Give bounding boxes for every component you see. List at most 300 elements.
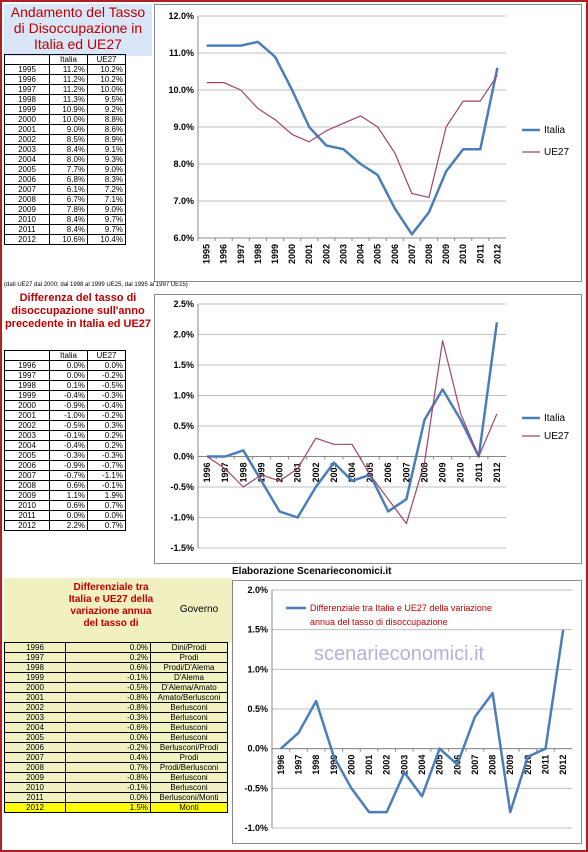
government-cell: Berlusconi [151, 773, 228, 783]
x-tick-label: 2005 [434, 754, 445, 775]
italia-cell: 0.6% [50, 501, 88, 511]
table-row [5, 125, 126, 135]
y-tick-label: 2.5% [173, 299, 194, 309]
ue27-cell: 0.0% [88, 361, 126, 371]
x-tick-label: 2011 [475, 244, 486, 264]
ue27-cell: 9.1% [88, 145, 126, 155]
year-cell: 2004 [5, 723, 66, 733]
italia-cell: -0.3% [50, 451, 88, 461]
x-tick-label: 1998 [252, 244, 263, 265]
table-row [5, 803, 228, 813]
year-cell: 2003 [5, 145, 50, 155]
table-row [5, 95, 126, 105]
section2-title: Differenza del tasso di disoccupazione sull'anno precedente in Italia ed UE27 [4, 292, 152, 348]
y-tick-label: 0.5% [173, 421, 194, 431]
italia-cell: 11.3% [50, 95, 88, 105]
italia-cell: 0.0% [50, 371, 88, 381]
x-tick-label: 2007 [406, 244, 417, 265]
table-row [5, 693, 228, 703]
year-cell: 2002 [5, 135, 50, 145]
italia-cell: -0.9% [50, 461, 88, 471]
table-row [5, 753, 228, 763]
government-cell: Berlusconi [151, 713, 228, 723]
italia-cell: -0.4% [50, 441, 88, 451]
x-tick-label: 2007 [401, 462, 412, 483]
year-cell: 2002 [5, 703, 66, 713]
table-row [5, 175, 126, 185]
y-tick-label: 0.0% [247, 743, 268, 754]
ue27-cell: 9.3% [88, 155, 126, 165]
table-row [5, 421, 126, 431]
ue27-cell: -0.2% [88, 371, 126, 381]
differential-cell: 0.2% [66, 653, 151, 663]
table-row [5, 643, 228, 653]
table-row [5, 663, 228, 673]
table-row [5, 155, 126, 165]
table-row [5, 653, 228, 663]
year-cell: 2009 [5, 205, 50, 215]
ue27-cell: 8.8% [88, 115, 126, 125]
year-cell: 1996 [5, 643, 66, 653]
x-tick-label: 1999 [328, 754, 339, 775]
y-tick-label: -0.5% [244, 783, 268, 794]
x-tick-label: 2002 [321, 244, 332, 265]
table-row [5, 215, 126, 225]
year-cell: 2012 [5, 235, 50, 245]
italia-cell: 10.0% [50, 115, 88, 125]
ue27-cell: 9.0% [88, 165, 126, 175]
government-cell: Prodi [151, 753, 228, 763]
table-row [5, 371, 126, 381]
ue27-cell: 0.0% [88, 511, 126, 521]
x-tick-label: 2008 [424, 244, 434, 265]
differential-cell: 0.0% [66, 733, 151, 743]
table-row [5, 235, 126, 245]
year-cell: 2009 [5, 491, 50, 501]
italia-cell: 0.0% [50, 511, 88, 521]
table-row [5, 441, 126, 451]
italia-cell: 2.2% [50, 521, 88, 531]
x-tick-label: 2005 [365, 462, 376, 483]
year-cell: 2005 [5, 451, 50, 461]
year-cell: 1996 [5, 361, 50, 371]
differential-cell: 0.4% [66, 753, 151, 763]
ue27-cell: 0.2% [88, 441, 126, 451]
x-tick-label: 2010 [455, 462, 466, 483]
year-cell: 2001 [5, 693, 66, 703]
year-cell: 2006 [5, 743, 66, 753]
table-row [5, 733, 228, 743]
year-cell: 2008 [5, 763, 66, 773]
differential-cell: 0.0% [66, 643, 151, 653]
x-tick-label: 1999 [256, 462, 267, 483]
x-tick-label: 2003 [338, 244, 349, 265]
government-cell: Amato/Berlusconi [151, 693, 228, 703]
year-cell: 1999 [5, 391, 50, 401]
table-row [5, 65, 126, 75]
ue27-cell: -0.5% [88, 381, 126, 391]
table-row [5, 135, 126, 145]
year-cell: 2004 [5, 441, 50, 451]
x-tick-label: 2003 [328, 462, 339, 483]
x-tick-label: 1997 [235, 244, 246, 265]
ue27-cell: 7.2% [88, 185, 126, 195]
year-cell: 2008 [5, 195, 50, 205]
ue27-cell: 10.2% [88, 65, 126, 75]
year-cell: 1998 [5, 381, 50, 391]
x-tick-label: 2009 [437, 462, 448, 483]
differential-cell: -0.8% [66, 773, 151, 783]
x-tick-label: 2007 [469, 754, 480, 775]
legend-label: UE27 [544, 431, 570, 442]
x-tick-label: 2012 [491, 462, 502, 483]
x-tick-label: 2010 [522, 754, 533, 775]
table-row [5, 773, 228, 783]
ue27-cell: 7.1% [88, 195, 126, 205]
y-tick-label: 8.0% [173, 159, 194, 169]
ue27-cell: -0.2% [88, 411, 126, 421]
x-tick-label: 2006 [389, 244, 400, 265]
table-row [5, 703, 228, 713]
table-row [5, 205, 126, 215]
y-tick-label: 12.0% [168, 11, 194, 21]
y-tick-label: 11.0% [168, 48, 194, 58]
italia-cell: 7.7% [50, 165, 88, 175]
legend-label: UE27 [544, 147, 570, 158]
x-tick-label: 2006 [383, 462, 394, 483]
ue27-cell: 8.9% [88, 135, 126, 145]
year-cell: 2006 [5, 175, 50, 185]
difference-table [4, 350, 126, 531]
x-tick-label: 1998 [238, 462, 249, 483]
y-tick-label: 7.0% [173, 196, 194, 206]
year-cell: 2011 [5, 793, 66, 803]
table-row [5, 85, 126, 95]
year-cell: 1997 [5, 85, 50, 95]
table-row [5, 763, 228, 773]
x-tick-label: 2004 [417, 754, 427, 775]
legend-label: Italia [544, 413, 566, 424]
year-cell: 2012 [5, 521, 50, 531]
italia-cell: 8.0% [50, 155, 88, 165]
x-tick-label: 2004 [347, 462, 357, 483]
section1-title: Andamento del Tasso di Disoccupazione in Italia ed UE27 [4, 4, 152, 56]
ue27-cell: 8.6% [88, 125, 126, 135]
government-cell: Berlusconi/Prodi [151, 743, 228, 753]
differential-cell: 1.5% [66, 803, 151, 813]
year-cell: 2003 [5, 713, 66, 723]
ue27-cell: 0.2% [88, 431, 126, 441]
table-row [5, 471, 126, 481]
year-cell: 2008 [5, 481, 50, 491]
x-tick-label: 2002 [310, 462, 321, 483]
italia-cell: 6.7% [50, 195, 88, 205]
year-cell: 2007 [5, 471, 50, 481]
ue27-cell: -0.3% [88, 391, 126, 401]
ue27-cell: 9.5% [88, 95, 126, 105]
italia-cell: -0.4% [50, 391, 88, 401]
italia-cell: 8.4% [50, 145, 88, 155]
italia-cell: -0.1% [50, 431, 88, 441]
ue27-cell: 0.7% [88, 501, 126, 511]
x-tick-label: 2004 [355, 244, 366, 265]
italia-cell: 10.9% [50, 105, 88, 115]
italia-cell: -1.0% [50, 411, 88, 421]
ue27-cell: 9.7% [88, 225, 126, 235]
table-row [5, 521, 126, 531]
year-cell: 2007 [5, 753, 66, 763]
government-cell: D'Alema [151, 673, 228, 683]
differential-cell: -0.5% [66, 683, 151, 693]
table-row [5, 481, 126, 491]
table-row [5, 673, 228, 683]
table-row [5, 723, 228, 733]
year-cell: 2000 [5, 683, 66, 693]
differential-cell: -0.6% [66, 723, 151, 733]
y-tick-label: 9.0% [173, 122, 194, 132]
x-tick-label: 1996 [275, 754, 286, 775]
y-tick-label: 6.0% [173, 233, 194, 243]
x-tick-label: 2000 [274, 462, 285, 483]
italia-cell: -0.5% [50, 421, 88, 431]
y-tick-label: -1.5% [170, 543, 194, 553]
table-row [5, 115, 126, 125]
x-tick-label: 2001 [292, 462, 303, 483]
differential-cell: -0.8% [66, 703, 151, 713]
government-cell: Monti [151, 803, 228, 813]
x-tick-label: 2002 [381, 754, 392, 775]
government-cell: Berlusconi [151, 703, 228, 713]
year-cell: 2004 [5, 155, 50, 165]
year-cell: 2011 [5, 511, 50, 521]
year-cell: 2012 [5, 803, 66, 813]
table-row [5, 511, 126, 521]
table-row [5, 491, 126, 501]
y-tick-label: 1.5% [173, 360, 194, 370]
table-row [5, 361, 126, 371]
data-note: (dati UE27 dal 2000; dal 1998 al 1999 UE25, dal 1995 al 1997 UE15) [4, 282, 188, 288]
x-tick-label: 2001 [364, 754, 375, 775]
table-row [5, 185, 126, 195]
table-header-ue27: UE27 [88, 55, 126, 65]
x-tick-label: 2011 [540, 754, 551, 775]
legend-label: Differenziale tra Italia e UE27 della variazione [310, 603, 492, 613]
x-tick-label: 2010 [458, 244, 469, 265]
table-row [5, 743, 228, 753]
government-cell: Berlusconi [151, 723, 228, 733]
x-tick-label: 2008 [487, 754, 498, 775]
x-tick-label: 1995 [201, 244, 212, 265]
year-cell: 1998 [5, 663, 66, 673]
table-header-year [5, 55, 50, 65]
italia-cell: 9.0% [50, 125, 88, 135]
government-cell: Prodi/Berlusconi [151, 763, 228, 773]
unemployment-chart [154, 4, 582, 282]
italia-cell: 8.4% [50, 215, 88, 225]
y-tick-label: -1.0% [170, 512, 194, 523]
ue27-cell: -0.3% [88, 451, 126, 461]
x-tick-label: 2008 [419, 462, 430, 483]
table-header-italia: Italia [50, 55, 88, 65]
year-cell: 1996 [5, 75, 50, 85]
italia-cell: 6.1% [50, 185, 88, 195]
italia-cell: 0.6% [50, 481, 88, 491]
ue27-cell: -1.1% [88, 471, 126, 481]
year-cell: 2000 [5, 115, 50, 125]
table-row [5, 145, 126, 155]
ue27-cell: 9.2% [88, 105, 126, 115]
government-cell: D'Alema/Amato [151, 683, 228, 693]
y-tick-label: 0.0% [173, 451, 194, 462]
italia-cell: 1.1% [50, 491, 88, 501]
year-cell: 1995 [5, 65, 50, 75]
differential-cell: 0.7% [66, 763, 151, 773]
watermark: scenarieconomici.it [314, 643, 485, 665]
year-cell: 2010 [5, 215, 50, 225]
year-cell: 1998 [5, 95, 50, 105]
table-row [5, 793, 228, 803]
year-cell: 2010 [5, 783, 66, 793]
header-differential: Differenziale tra Italia e UE27 della variazione annua del tasso di [68, 582, 154, 629]
table-row [5, 381, 126, 391]
ue27-cell: -0.7% [88, 461, 126, 471]
table-row [5, 391, 126, 401]
italia-cell: 11.2% [50, 75, 88, 85]
y-tick-label: 2.0% [247, 585, 268, 595]
x-tick-label: 1997 [293, 754, 304, 775]
x-tick-label: 1997 [220, 462, 231, 483]
y-tick-label: 10.0% [168, 85, 194, 95]
government-cell: Berlusconi/Monti [151, 793, 228, 803]
italia-cell: 11.2% [50, 85, 88, 95]
ue27-cell: 9.7% [88, 215, 126, 225]
year-cell: 1999 [5, 673, 66, 683]
differential-cell: 0.6% [66, 663, 151, 673]
x-tick-label: 2009 [505, 754, 516, 775]
table-header-year [5, 351, 50, 361]
year-cell: 2005 [5, 733, 66, 743]
year-cell: 1997 [5, 371, 50, 381]
y-tick-label: 1.0% [247, 664, 268, 675]
unemployment-table [4, 54, 126, 245]
year-cell: 2010 [5, 501, 50, 511]
table-row [5, 713, 228, 723]
x-tick-label: 2011 [473, 462, 484, 483]
ue27-cell: -0.1% [88, 481, 126, 491]
table-row [5, 105, 126, 115]
x-tick-label: 2003 [399, 754, 410, 775]
italia-cell: 0.1% [50, 381, 88, 391]
differential-cell: -0.1% [66, 783, 151, 793]
legend-label: Italia [544, 125, 566, 136]
government-cell: Dini/Prodi [151, 643, 228, 653]
y-tick-label: 1.0% [173, 390, 194, 401]
differential-cell: -0.2% [66, 743, 151, 753]
year-cell: 2007 [5, 185, 50, 195]
x-tick-label: 2012 [492, 244, 503, 265]
table-row [5, 75, 126, 85]
italia-cell: 7.8% [50, 205, 88, 215]
year-cell: 2000 [5, 401, 50, 411]
ue27-cell: 0.7% [88, 521, 126, 531]
italia-cell: 11.2% [50, 65, 88, 75]
year-cell: 2003 [5, 431, 50, 441]
y-tick-label: 0.5% [247, 704, 268, 714]
x-tick-label: 2000 [287, 244, 298, 265]
italia-cell: 0.0% [50, 361, 88, 371]
ue27-cell: 1.9% [88, 491, 126, 501]
year-cell: 2001 [5, 125, 50, 135]
differential-chart [232, 580, 582, 844]
differential-cell: -0.1% [66, 673, 151, 683]
year-cell: 2005 [5, 165, 50, 175]
table-row [5, 501, 126, 511]
ue27-cell: 8.3% [88, 175, 126, 185]
table-row [5, 165, 126, 175]
x-tick-label: 1996 [202, 462, 213, 483]
y-tick-label: 2.0% [173, 329, 194, 340]
differential-cell: -0.8% [66, 693, 151, 703]
table-row [5, 683, 228, 693]
year-cell: 2009 [5, 773, 66, 783]
italia-cell: 10.6% [50, 235, 88, 245]
ue27-cell: 10.2% [88, 75, 126, 85]
x-tick-label: 2001 [304, 244, 315, 265]
italia-cell: 8.5% [50, 135, 88, 145]
year-cell: 2006 [5, 461, 50, 471]
table-row [5, 401, 126, 411]
table-row [5, 783, 228, 793]
x-tick-label: 1999 [270, 244, 280, 265]
table-header-italia: Italia [50, 351, 88, 361]
x-tick-label: 2012 [558, 754, 569, 775]
table-header-ue27: UE27 [88, 351, 126, 361]
header-government: Governo [179, 604, 219, 615]
y-tick-label: -1.0% [244, 823, 268, 833]
italia-cell: -0.9% [50, 401, 88, 411]
table-row [5, 225, 126, 235]
x-tick-label: 2000 [346, 754, 357, 775]
government-cell: Berlusconi [151, 783, 228, 793]
difference-chart [154, 294, 582, 564]
table-row [5, 461, 126, 471]
table-row [5, 431, 126, 441]
x-tick-label: 1996 [218, 244, 229, 265]
legend-label: annua del tasso di disoccupazione [310, 617, 448, 627]
table-row [5, 195, 126, 205]
italia-cell: 6.8% [50, 175, 88, 185]
y-tick-label: -0.5% [170, 482, 194, 492]
differential-cell: -0.3% [66, 713, 151, 723]
year-cell: 2001 [5, 411, 50, 421]
x-tick-label: 2006 [452, 754, 463, 775]
year-cell: 1999 [5, 105, 50, 115]
ue27-cell: 9.0% [88, 205, 126, 215]
y-tick-label: 1.5% [247, 624, 268, 635]
ue27-cell: 10.0% [88, 85, 126, 95]
year-cell: 2011 [5, 225, 50, 235]
government-cell: Prodi [151, 653, 228, 663]
ue27-cell: 0.3% [88, 421, 126, 431]
x-tick-label: 2009 [441, 244, 452, 265]
italia-cell: 8.4% [50, 225, 88, 235]
government-cell: Berlusconi [151, 733, 228, 743]
elaborazione-label: Elaborazione Scenarieconomici.it [232, 566, 392, 577]
table-row [5, 411, 126, 421]
x-tick-label: 2005 [372, 244, 383, 265]
government-table [4, 642, 228, 813]
italia-cell: -0.7% [50, 471, 88, 481]
